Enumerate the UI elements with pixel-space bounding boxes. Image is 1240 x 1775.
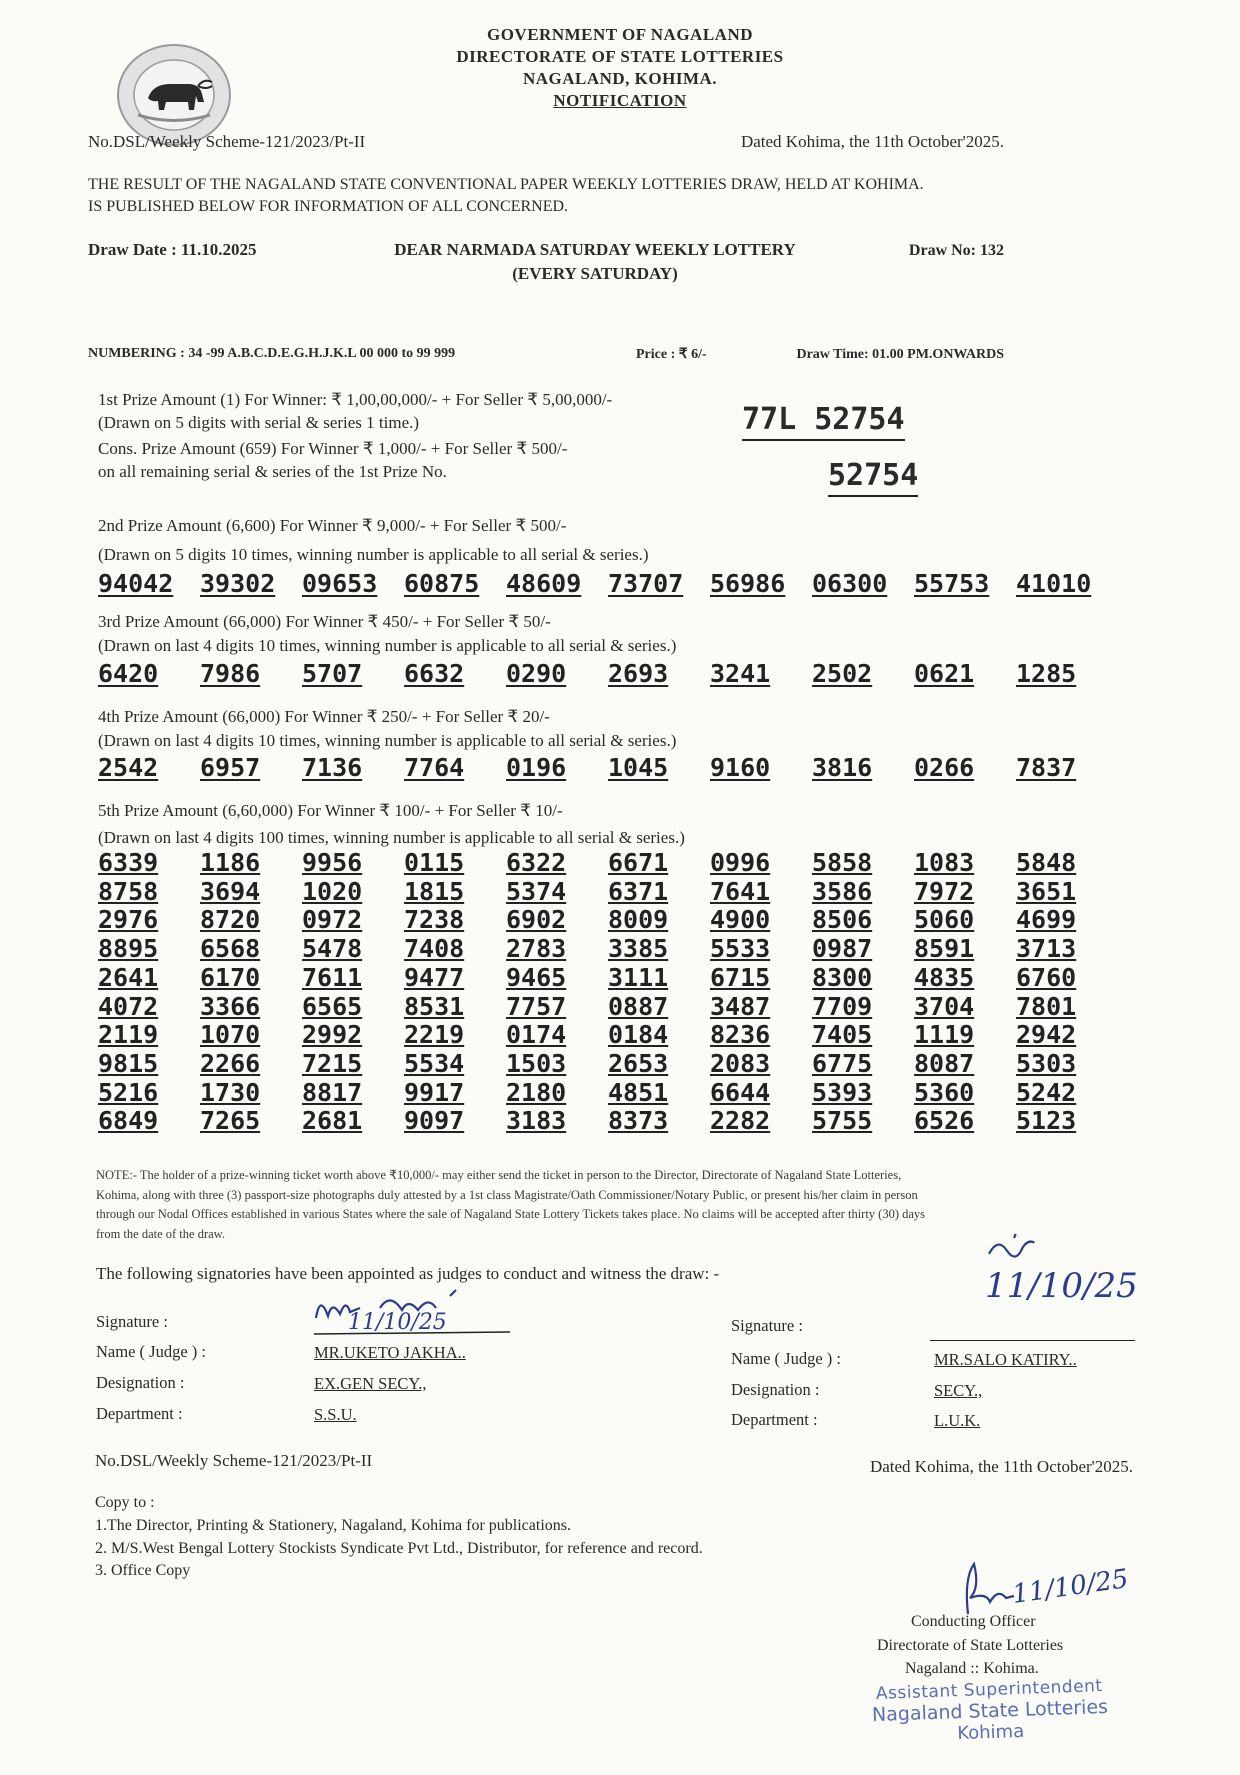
prize5-number: 8009: [608, 905, 669, 935]
stamp-line-3: Kohima: [956, 1720, 1025, 1745]
prize3-number: 3241: [710, 659, 771, 688]
prize5-number: 4835: [914, 962, 975, 992]
prize4-number: 9160: [710, 753, 771, 782]
prize5-number: 0887: [608, 991, 669, 1021]
prize1-line-1: 1st Prize Amount (1) For Winner: ₹ 1,00,00,000/- + For Seller ₹ 5,00,000/-: [98, 390, 613, 409]
prize2-number: 41010: [1016, 569, 1092, 598]
prize5-number: 8817: [302, 1077, 363, 1107]
prize5-number: 9815: [98, 1048, 159, 1078]
prize5-number: 7972: [914, 876, 975, 906]
prize5-number: 8531: [404, 991, 465, 1021]
prize5-number: 5242: [1016, 1077, 1077, 1107]
prize5-number: 8720: [200, 905, 261, 935]
prize5-number: 5755: [812, 1106, 873, 1136]
prize5-number: 2282: [710, 1106, 771, 1136]
prize5-number: 2681: [302, 1106, 363, 1136]
prize3-number: 1285: [1016, 659, 1077, 688]
prize5-number: 6565: [302, 991, 363, 1021]
intro-line-2: IS PUBLISHED BELOW FOR INFORMATION OF ALL CONCERNED.: [88, 198, 569, 215]
prize5-number: 0996: [710, 848, 771, 877]
prize5-number: 1070: [200, 1020, 261, 1050]
prize2-number: 56986: [710, 569, 786, 598]
prize5-number: 2653: [608, 1048, 669, 1078]
price: Price : ₹ 6/-: [636, 347, 707, 362]
prize2-number: 39302: [200, 569, 276, 598]
prize3-number: 6632: [404, 659, 465, 688]
prize4-number: 0196: [506, 753, 567, 782]
prize5-number: 6568: [200, 934, 261, 964]
prize5-line-2: (Drawn on last 4 digits 100 times, winning number is applicable to all serial & series.): [98, 828, 685, 847]
prize5-number: 7408: [404, 934, 465, 964]
header-government: GOVERNMENT OF NAGALAND: [486, 25, 753, 44]
prize5-number: 7709: [812, 991, 873, 1021]
judges-intro: The following signatories have been appointed as judges to conduct and witness the draw: -: [96, 1264, 720, 1283]
prize5-number: 7641: [710, 876, 771, 906]
prize2-number: 55753: [914, 569, 990, 598]
prize5-number: 9465: [506, 962, 567, 992]
prize5-number: 7611: [302, 962, 363, 992]
prize5-numbers-grid: [98, 850, 1118, 1135]
prize5-number: 3694: [200, 876, 261, 906]
prize3-number: 7986: [200, 659, 261, 688]
prize5-number: 1119: [914, 1020, 975, 1050]
prize5-number: 7238: [404, 905, 465, 935]
prize3-number: 0290: [506, 659, 567, 688]
stamp-line-1: Assistant Superintendent: [875, 1676, 1103, 1704]
officer-signature: [950, 1558, 1020, 1618]
lottery-name: DEAR NARMADA SATURDAY WEEKLY LOTTERY: [394, 240, 796, 259]
prize5-number: 5060: [914, 905, 975, 935]
dated-line: Dated Kohima, the 11th October'2025.: [740, 132, 1004, 151]
prize2-number: 06300: [812, 569, 888, 598]
prize4-number: 7837: [1016, 753, 1077, 782]
prize5-number: 6170: [200, 962, 261, 992]
signature-label-right: Signature :: [731, 1316, 803, 1335]
prize5-number: 7757: [506, 991, 567, 1021]
prize5-number: 8895: [98, 934, 159, 964]
prize5-number: 5858: [812, 848, 873, 877]
prize3-number: 5707: [302, 659, 363, 688]
signature-label-left: Signature :: [96, 1312, 168, 1331]
prize5-number: 9956: [302, 848, 363, 877]
stamp-line-2: Nagaland State Lotteries: [871, 1695, 1109, 1727]
prize5-number: 7801: [1016, 991, 1077, 1021]
prize5-number: 5478: [302, 934, 363, 964]
prize5-number: 2083: [710, 1048, 771, 1078]
prize5-number: 4072: [98, 991, 159, 1021]
prize5-number: 6849: [98, 1106, 159, 1136]
judge-right-signature-line: [930, 1340, 1135, 1341]
copy-to-label: Copy to :: [95, 1494, 155, 1511]
prize5-number: 1815: [404, 876, 465, 906]
prize5-number: 2219: [404, 1020, 465, 1050]
prize5-number: 8236: [710, 1020, 771, 1050]
consolation-prize-number: 52754: [828, 458, 918, 497]
prize4-number: 7136: [302, 753, 363, 782]
prize3-number: 0621: [914, 659, 975, 688]
prize5-number: 6775: [812, 1048, 873, 1078]
prize1-line-3: Cons. Prize Amount (659) For Winner ₹ 1,000/- + For Seller ₹ 500/-: [98, 439, 568, 458]
notification-title: NOTIFICATION: [553, 91, 687, 110]
prize1-line-2: (Drawn on 5 digits with serial & series 1 time.): [98, 413, 420, 432]
prize5-number: 0174: [506, 1020, 567, 1050]
prize3-numbers: [98, 659, 1118, 688]
prize4-number: 6957: [200, 753, 261, 782]
draw-number: Draw No: 132: [908, 242, 1004, 259]
prize5-number: 1503: [506, 1048, 567, 1078]
prize5-number: 3111: [608, 962, 669, 992]
prize5-number: 6671: [608, 848, 669, 877]
reference-number: No.DSL/Weekly Scheme-121/2023/Pt-II: [88, 132, 366, 151]
prize5-number: 0972: [302, 905, 363, 935]
prize2-line-2: (Drawn on 5 digits 10 times, winning number is applicable to all serial & series.): [98, 545, 649, 564]
prize5-number: 7405: [812, 1020, 873, 1050]
prize5-number: 5360: [914, 1077, 975, 1107]
prize5-line-1: 5th Prize Amount (6,60,000) For Winner ₹ 100/- + For Seller ₹ 10/-: [98, 801, 563, 820]
prize3-line-1: 3rd Prize Amount (66,000) For Winner ₹ 450/- + For Seller ₹ 50/-: [98, 612, 551, 631]
prize5-number: 8506: [812, 905, 873, 935]
prize5-number: 6644: [710, 1077, 771, 1107]
prize5-number: 8591: [914, 934, 975, 964]
prize5-number: 5374: [506, 876, 567, 906]
prize4-line-2: (Drawn on last 4 digits 10 times, winning number is applicable to all serial & series.): [98, 731, 677, 750]
name-label-left: Name ( Judge ) :: [96, 1342, 206, 1361]
designation-label-left: Designation :: [96, 1373, 185, 1392]
prize5-number: 5848: [1016, 848, 1077, 877]
prize5-number: 2976: [98, 905, 159, 935]
prize5-number: 2119: [98, 1020, 159, 1050]
copy-item-2: 2. M/S.West Bengal Lottery Stockists Syndicate Pvt Ltd., Distributor, for reference and record.: [95, 1540, 703, 1557]
prize5-number: 3487: [710, 991, 771, 1021]
prize5-number: 0987: [812, 934, 873, 964]
prize2-number: 60875: [404, 569, 480, 598]
judge-left-date: 11/10/25: [348, 1310, 447, 1335]
officer-directorate: Directorate of State Lotteries: [877, 1637, 1064, 1654]
prize5-number: 8373: [608, 1106, 669, 1136]
prize5-number: 2783: [506, 934, 567, 964]
prize3-number: 2693: [608, 659, 669, 688]
handwritten-date-top: 11/10/25: [985, 1266, 1138, 1306]
prize4-number: 7764: [404, 753, 465, 782]
prize5-number: 1020: [302, 876, 363, 906]
note-line-3: through our Nodal Offices established in various States where the sale of Nagaland State Lottery Tickets takes place. No claims will be accepted after thirty (30) days: [96, 1207, 926, 1221]
prize5-number: 4900: [710, 905, 771, 935]
prize5-number: 5123: [1016, 1106, 1077, 1136]
prize2-number: 94042: [98, 569, 174, 598]
prize5-number: 5534: [404, 1048, 465, 1078]
prize2-number: 73707: [608, 569, 684, 598]
header-location: NAGALAND, KOHIMA.: [522, 69, 718, 88]
prize5-number: 2266: [200, 1048, 261, 1078]
judge-right-designation: SECY.,: [934, 1381, 983, 1400]
prize4-numbers: [98, 753, 1118, 782]
designation-label-right: Designation :: [731, 1380, 820, 1399]
prize5-number: 3713: [1016, 934, 1077, 964]
prize5-number: 6526: [914, 1106, 975, 1136]
prize5-number: 4699: [1016, 905, 1077, 935]
prize4-number: 1045: [608, 753, 669, 782]
judge-left-name: MR.UKETO JAKHA..: [314, 1343, 466, 1362]
note-line-1: NOTE:- The holder of a prize-winning ticket worth above ₹10,000/- may either send the ticket in person to the Director, Directorate of Nagaland State Lotteries,: [96, 1168, 902, 1182]
prize2-line-1: 2nd Prize Amount (6,600) For Winner ₹ 9,000/- + For Seller ₹ 500/-: [98, 516, 567, 535]
footer-reference: No.DSL/Weekly Scheme-121/2023/Pt-II: [95, 1451, 373, 1470]
officer-date: 11/10/25: [1010, 1564, 1131, 1610]
prize5-number: 6760: [1016, 962, 1077, 992]
prize5-number: 5393: [812, 1077, 873, 1107]
prize3-number: 2502: [812, 659, 873, 688]
officer-title: Conducting Officer: [911, 1613, 1036, 1630]
department-label-left: Department :: [96, 1404, 183, 1423]
judge-right-name: MR.SALO KATIRY..: [934, 1350, 1077, 1369]
prize5-number: 5533: [710, 934, 771, 964]
draw-time: Draw Time: 01.00 PM.ONWARDS: [796, 347, 1004, 362]
prize5-number: 8758: [98, 876, 159, 906]
prize1-line-4: on all remaining serial & series of the 1st Prize No.: [98, 462, 447, 481]
prize5-number: 1186: [200, 848, 261, 877]
prize3-number: 6420: [98, 659, 159, 688]
prize5-number: 5303: [1016, 1048, 1077, 1078]
prize2-number: 09653: [302, 569, 378, 598]
prize5-number: 4851: [608, 1077, 669, 1107]
judge-left-department: S.S.U.: [314, 1405, 357, 1424]
prize4-number: 3816: [812, 753, 873, 782]
prize4-number: 2542: [98, 753, 159, 782]
copy-item-1: 1.The Director, Printing & Stationery, Nagaland, Kohima for publications.: [95, 1517, 571, 1534]
footer-dated: Dated Kohima, the 11th October'2025.: [869, 1457, 1133, 1476]
prize5-number: 2942: [1016, 1020, 1077, 1050]
prize5-number: 0115: [404, 848, 465, 877]
prize5-number: 3183: [506, 1106, 567, 1136]
prize5-number: 3586: [812, 876, 873, 906]
prize5-number: 7215: [302, 1048, 363, 1078]
prize5-number: 6322: [506, 848, 567, 877]
name-label-right: Name ( Judge ) :: [731, 1349, 841, 1368]
prize5-number: 0184: [608, 1020, 669, 1050]
prize2-number: 48609: [506, 569, 582, 598]
lottery-frequency: (EVERY SATURDAY): [512, 264, 678, 283]
header-directorate: DIRECTORATE OF STATE LOTTERIES: [456, 47, 784, 66]
prize2-numbers: [98, 569, 1118, 598]
prize5-number: 5216: [98, 1077, 159, 1107]
prize5-number: 3651: [1016, 876, 1077, 906]
official-stamp: [869, 1676, 1111, 1747]
prize5-number: 1083: [914, 848, 975, 877]
prize5-number: 3366: [200, 991, 261, 1021]
draw-date: Draw Date : 11.10.2025: [88, 240, 257, 259]
prize5-number: 7265: [200, 1106, 261, 1136]
prize5-number: 6339: [98, 848, 159, 877]
prize5-number: 8300: [812, 962, 873, 992]
note-line-4: from the date of the draw.: [96, 1226, 225, 1241]
officer-location: Nagaland :: Kohima.: [905, 1660, 1039, 1677]
header-notification: [0, 91, 1240, 111]
numbering: NUMBERING : 34 -99 A.B.C.D.E.G.H.J.K.L 00 000 to 99 999: [88, 346, 456, 361]
prize5-number: 2641: [98, 962, 159, 992]
prize5-number: 2992: [302, 1020, 363, 1050]
prize5-number: 2180: [506, 1077, 567, 1107]
intro-line-1: THE RESULT OF THE NAGALAND STATE CONVENTIONAL PAPER WEEKLY LOTTERIES DRAW, HELD AT KOHIMA.: [88, 176, 924, 193]
prize5-number: 3704: [914, 991, 975, 1021]
prize4-number: 0266: [914, 753, 975, 782]
department-label-right: Department :: [731, 1410, 818, 1429]
judge-left-designation: EX.GEN SECY.,: [314, 1374, 427, 1393]
prize5-number: 9917: [404, 1077, 465, 1107]
prize5-number: 6902: [506, 905, 567, 935]
copy-item-3: 3. Office Copy: [95, 1562, 191, 1579]
first-prize-number: 77L 52754: [742, 402, 905, 441]
prize5-number: 9097: [404, 1106, 465, 1136]
prize5-number: 9477: [404, 962, 465, 992]
prize5-number: 3385: [608, 934, 669, 964]
prize5-number: 6715: [710, 962, 771, 992]
judge-right-department: L.U.K.: [934, 1411, 981, 1430]
prize5-number: 1730: [200, 1077, 261, 1107]
prize5-number: 8087: [914, 1048, 975, 1078]
prize4-line-1: 4th Prize Amount (66,000) For Winner ₹ 250/- + For Seller ₹ 20/-: [98, 707, 550, 726]
prize3-line-2: (Drawn on last 4 digits 10 times, winning number is applicable to all serial & series.): [98, 636, 677, 655]
prize5-number: 6371: [608, 876, 669, 906]
note-line-2: Kohima, along with three (3) passport-size photographs duly attested by a 1st class Magistrate/Oath Commissioner/Notary Public, or present his/her claim in person: [96, 1187, 918, 1202]
